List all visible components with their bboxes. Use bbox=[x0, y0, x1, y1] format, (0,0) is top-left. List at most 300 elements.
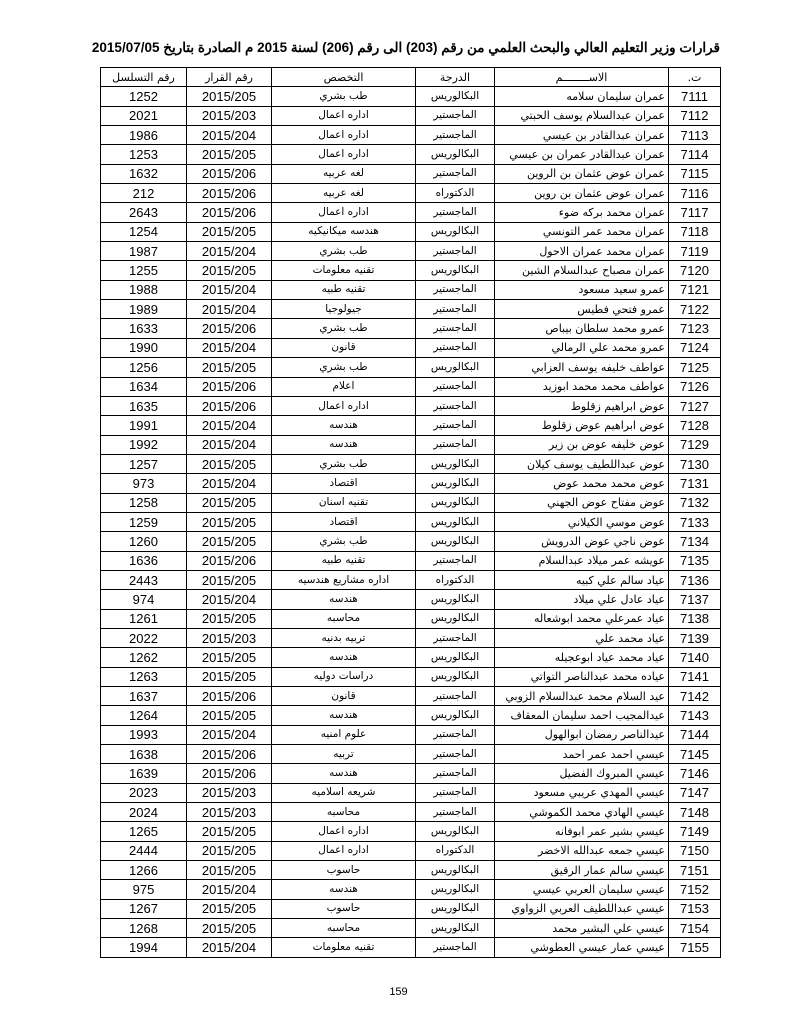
cell-specialty: لغه عربيه bbox=[272, 164, 416, 183]
cell-specialty: تقنيه طبيه bbox=[272, 280, 416, 299]
cell-degree: البكالوريس bbox=[416, 474, 495, 493]
cell-no: 7141 bbox=[669, 667, 721, 686]
cell-name: عوض خليفه عوض بن زير bbox=[495, 435, 669, 454]
cell-serial: 1636 bbox=[101, 551, 187, 570]
cell-decision: 2015/206 bbox=[187, 745, 272, 764]
page-number: 159 bbox=[389, 986, 408, 998]
cell-degree: الماجستير bbox=[416, 416, 495, 435]
table-row bbox=[101, 493, 721, 512]
cell-degree: البكالوريس bbox=[416, 261, 495, 280]
cell-specialty: اداره اعمال bbox=[272, 203, 416, 222]
cell-decision: 2015/204 bbox=[187, 338, 272, 357]
cell-degree: البكالوريس bbox=[416, 454, 495, 473]
cell-name: عمران عبدالسلام يوسف الحبتي bbox=[495, 106, 669, 125]
table-row bbox=[101, 899, 721, 918]
cell-decision: 2015/206 bbox=[187, 319, 272, 338]
cell-decision: 2015/205 bbox=[187, 222, 272, 241]
cell-degree: الماجستير bbox=[416, 725, 495, 744]
cell-decision: 2015/206 bbox=[187, 396, 272, 415]
cell-decision: 2015/206 bbox=[187, 687, 272, 706]
cell-decision: 2015/204 bbox=[187, 590, 272, 609]
table-row bbox=[101, 687, 721, 706]
cell-no: 7139 bbox=[669, 628, 721, 647]
cell-decision: 2015/204 bbox=[187, 416, 272, 435]
table-row bbox=[101, 242, 721, 261]
cell-specialty: اداره اعمال bbox=[272, 822, 416, 841]
cell-serial: 1263 bbox=[101, 667, 187, 686]
cell-name: عمرو محمد علي الرمالي bbox=[495, 338, 669, 357]
cell-degree: البكالوريس bbox=[416, 899, 495, 918]
cell-name: عوض محمد محمد عوض bbox=[495, 474, 669, 493]
cell-specialty: هندسه bbox=[272, 880, 416, 899]
table-row bbox=[101, 764, 721, 783]
cell-name: عيسي عمار عيسي العطوشي bbox=[495, 938, 669, 957]
cell-no: 7131 bbox=[669, 474, 721, 493]
cell-name: عيسي المهدي عريبي مسعود bbox=[495, 783, 669, 802]
cell-name: عيسي بشير عمر ابوفانه bbox=[495, 822, 669, 841]
cell-specialty: طب بشري bbox=[272, 454, 416, 473]
cell-specialty: حاسوب bbox=[272, 899, 416, 918]
cell-no: 7113 bbox=[669, 126, 721, 145]
cell-degree: البكالوريس bbox=[416, 493, 495, 512]
table-row bbox=[101, 106, 721, 125]
cell-serial: 975 bbox=[101, 880, 187, 899]
table-row bbox=[101, 184, 721, 203]
cell-name: عيسي المبروك الفضيل bbox=[495, 764, 669, 783]
cell-name: عيسي جمعه عبدالله الاخضر bbox=[495, 841, 669, 860]
cell-serial: 2023 bbox=[101, 783, 187, 802]
cell-decision: 2015/204 bbox=[187, 725, 272, 744]
cell-no: 7136 bbox=[669, 570, 721, 589]
cell-degree: البكالوريس bbox=[416, 532, 495, 551]
decisions-table bbox=[100, 67, 721, 958]
cell-specialty: اداره اعمال bbox=[272, 841, 416, 860]
cell-decision: 2015/204 bbox=[187, 435, 272, 454]
cell-no: 7120 bbox=[669, 261, 721, 280]
cell-name: عمرو محمد سلطان بيباص bbox=[495, 319, 669, 338]
cell-no: 7150 bbox=[669, 841, 721, 860]
table-row bbox=[101, 861, 721, 880]
cell-specialty: هندسه bbox=[272, 706, 416, 725]
table-row bbox=[101, 474, 721, 493]
table-row bbox=[101, 454, 721, 473]
cell-degree: البكالوريس bbox=[416, 667, 495, 686]
table-row bbox=[101, 725, 721, 744]
cell-degree: الماجستير bbox=[416, 764, 495, 783]
cell-name: عياد عمرعلي محمد ابوشعاله bbox=[495, 609, 669, 628]
cell-name: عيسي عبداللطيف العربي الزواوي bbox=[495, 899, 669, 918]
cell-name: عوض عبداللطيف يوسف كيلان bbox=[495, 454, 669, 473]
cell-degree: البكالوريس bbox=[416, 358, 495, 377]
cell-name: عواطف محمد محمد ابوزيد bbox=[495, 377, 669, 396]
cell-name: عمران سليمان سلامه bbox=[495, 87, 669, 106]
cell-no: 7124 bbox=[669, 338, 721, 357]
cell-name: عيد السلام محمد عبدالسلام الزوبي bbox=[495, 687, 669, 706]
cell-specialty: حاسوب bbox=[272, 861, 416, 880]
cell-specialty: تقنيه معلومات bbox=[272, 261, 416, 280]
cell-specialty: تربيه bbox=[272, 745, 416, 764]
cell-no: 7144 bbox=[669, 725, 721, 744]
cell-no: 7146 bbox=[669, 764, 721, 783]
table-row bbox=[101, 396, 721, 415]
cell-serial: 1264 bbox=[101, 706, 187, 725]
cell-decision: 2015/205 bbox=[187, 358, 272, 377]
cell-no: 7148 bbox=[669, 803, 721, 822]
cell-name: عمرو سعيد مسعود bbox=[495, 280, 669, 299]
cell-serial: 1635 bbox=[101, 396, 187, 415]
cell-specialty: اعلام bbox=[272, 377, 416, 396]
cell-decision: 2015/206 bbox=[187, 203, 272, 222]
cell-decision: 2015/203 bbox=[187, 803, 272, 822]
cell-decision: 2015/205 bbox=[187, 822, 272, 841]
cell-degree: البكالوريس bbox=[416, 87, 495, 106]
cell-degree: البكالوريس bbox=[416, 145, 495, 164]
cell-no: 7137 bbox=[669, 590, 721, 609]
cell-no: 7133 bbox=[669, 512, 721, 531]
cell-degree: البكالوريس bbox=[416, 590, 495, 609]
cell-serial: 1253 bbox=[101, 145, 187, 164]
cell-decision: 2015/205 bbox=[187, 87, 272, 106]
cell-decision: 2015/206 bbox=[187, 377, 272, 396]
cell-no: 7154 bbox=[669, 919, 721, 938]
cell-decision: 2015/205 bbox=[187, 648, 272, 667]
cell-serial: 1992 bbox=[101, 435, 187, 454]
cell-degree: البكالوريس bbox=[416, 880, 495, 899]
cell-serial: 2444 bbox=[101, 841, 187, 860]
cell-degree: الماجستير bbox=[416, 628, 495, 647]
cell-decision: 2015/206 bbox=[187, 164, 272, 183]
cell-no: 7111 bbox=[669, 87, 721, 106]
cell-serial: 1994 bbox=[101, 938, 187, 957]
cell-serial: 1988 bbox=[101, 280, 187, 299]
cell-serial: 1257 bbox=[101, 454, 187, 473]
cell-specialty: محاسبه bbox=[272, 803, 416, 822]
cell-specialty: هندسه bbox=[272, 648, 416, 667]
cell-no: 7149 bbox=[669, 822, 721, 841]
table-row bbox=[101, 164, 721, 183]
cell-serial: 973 bbox=[101, 474, 187, 493]
table-row bbox=[101, 609, 721, 628]
cell-serial: 1261 bbox=[101, 609, 187, 628]
cell-degree: الدكتوراه bbox=[416, 570, 495, 589]
cell-specialty: هندسه bbox=[272, 416, 416, 435]
cell-name: عيسي علي البشير محمد bbox=[495, 919, 669, 938]
cell-specialty: هندسه bbox=[272, 590, 416, 609]
cell-no: 7152 bbox=[669, 880, 721, 899]
table-row bbox=[101, 919, 721, 938]
cell-no: 7134 bbox=[669, 532, 721, 551]
cell-specialty: اداره اعمال bbox=[272, 126, 416, 145]
cell-name: عمران عوض عثمان بن الروين bbox=[495, 164, 669, 183]
table-row bbox=[101, 338, 721, 357]
cell-no: 7117 bbox=[669, 203, 721, 222]
cell-no: 7128 bbox=[669, 416, 721, 435]
cell-specialty: علوم امنيه bbox=[272, 725, 416, 744]
cell-name: عياد سالم علي كبيه bbox=[495, 570, 669, 589]
cell-degree: الماجستير bbox=[416, 377, 495, 396]
cell-specialty: طب بشري bbox=[272, 242, 416, 261]
cell-name: عوض مفتاح عوض الجهني bbox=[495, 493, 669, 512]
cell-no: 7115 bbox=[669, 164, 721, 183]
table-row bbox=[101, 880, 721, 899]
cell-specialty: هندسه ميكانيكيه bbox=[272, 222, 416, 241]
cell-degree: الماجستير bbox=[416, 280, 495, 299]
table-row bbox=[101, 416, 721, 435]
cell-specialty: قانون bbox=[272, 687, 416, 706]
cell-no: 7142 bbox=[669, 687, 721, 706]
cell-name: عوض ناجي عوض الدرويش bbox=[495, 532, 669, 551]
cell-decision: 2015/206 bbox=[187, 764, 272, 783]
cell-degree: الدكتوراه bbox=[416, 184, 495, 203]
cell-degree: الماجستير bbox=[416, 106, 495, 125]
cell-name: عمران عبدالقادر عمران بن عيسي bbox=[495, 145, 669, 164]
cell-no: 7155 bbox=[669, 938, 721, 957]
cell-specialty: اداره اعمال bbox=[272, 145, 416, 164]
cell-serial: 1993 bbox=[101, 725, 187, 744]
cell-decision: 2015/203 bbox=[187, 783, 272, 802]
table-row bbox=[101, 803, 721, 822]
cell-no: 7135 bbox=[669, 551, 721, 570]
cell-no: 7116 bbox=[669, 184, 721, 203]
cell-decision: 2015/205 bbox=[187, 706, 272, 725]
cell-serial: 1266 bbox=[101, 861, 187, 880]
cell-name: عويشه عمر ميلاد عبدالسلام bbox=[495, 551, 669, 570]
cell-degree: البكالوريس bbox=[416, 919, 495, 938]
cell-specialty: اقتصاد bbox=[272, 512, 416, 531]
cell-degree: الدكتوراه bbox=[416, 841, 495, 860]
table-row bbox=[101, 667, 721, 686]
cell-degree: الماجستير bbox=[416, 803, 495, 822]
cell-name: عمران محمد بركه ضوء bbox=[495, 203, 669, 222]
header-row bbox=[101, 68, 721, 87]
cell-name: عيدالناصر رمضان ابوالهول bbox=[495, 725, 669, 744]
table-row bbox=[101, 280, 721, 299]
cell-serial: 974 bbox=[101, 590, 187, 609]
cell-name: عياده محمد عبدالناصر التواتي bbox=[495, 667, 669, 686]
cell-degree: الماجستير bbox=[416, 435, 495, 454]
cell-specialty: شريعه اسلاميه bbox=[272, 783, 416, 802]
cell-serial: 1989 bbox=[101, 300, 187, 319]
cell-serial: 1638 bbox=[101, 745, 187, 764]
cell-serial: 1256 bbox=[101, 358, 187, 377]
cell-decision: 2015/205 bbox=[187, 609, 272, 628]
cell-serial: 1986 bbox=[101, 126, 187, 145]
cell-decision: 2015/205 bbox=[187, 512, 272, 531]
cell-degree: البكالوريس bbox=[416, 822, 495, 841]
cell-no: 7153 bbox=[669, 899, 721, 918]
cell-degree: الماجستير bbox=[416, 745, 495, 764]
cell-specialty: محاسبه bbox=[272, 609, 416, 628]
table-row bbox=[101, 570, 721, 589]
cell-serial: 1254 bbox=[101, 222, 187, 241]
cell-decision: 2015/205 bbox=[187, 667, 272, 686]
cell-decision: 2015/205 bbox=[187, 919, 272, 938]
cell-name: عيسي سالم عمار الرقيق bbox=[495, 861, 669, 880]
table-row bbox=[101, 628, 721, 647]
cell-serial: 1639 bbox=[101, 764, 187, 783]
header-degree: الدرجة bbox=[416, 68, 495, 87]
table-row bbox=[101, 648, 721, 667]
cell-decision: 2015/204 bbox=[187, 880, 272, 899]
cell-serial: 1262 bbox=[101, 648, 187, 667]
table-row bbox=[101, 551, 721, 570]
cell-serial: 212 bbox=[101, 184, 187, 203]
cell-name: عمران محمد عمران الاحول bbox=[495, 242, 669, 261]
cell-decision: 2015/204 bbox=[187, 242, 272, 261]
cell-degree: البكالوريس bbox=[416, 706, 495, 725]
cell-decision: 2015/204 bbox=[187, 300, 272, 319]
cell-name: عيسي سليمان العربي عيسي bbox=[495, 880, 669, 899]
cell-serial: 1260 bbox=[101, 532, 187, 551]
cell-degree: الماجستير bbox=[416, 300, 495, 319]
cell-specialty: اداره اعمال bbox=[272, 106, 416, 125]
cell-specialty: طب بشري bbox=[272, 532, 416, 551]
table-row bbox=[101, 126, 721, 145]
table-row bbox=[101, 706, 721, 725]
document-title: قرارات وزير التعليم العالي والبحث العلمي من رقم (203) الى رقم (206) لسنة 2015 م الصادرة بتاريخ 2015/07/05 bbox=[91, 40, 720, 55]
cell-serial: 2022 bbox=[101, 628, 187, 647]
cell-decision: 2015/205 bbox=[187, 899, 272, 918]
cell-name: عمران مصباح عبدالسلام الشين bbox=[495, 261, 669, 280]
cell-decision: 2015/205 bbox=[187, 532, 272, 551]
header-no: ت. bbox=[669, 68, 721, 87]
cell-serial: 1268 bbox=[101, 919, 187, 938]
cell-specialty: هندسه bbox=[272, 435, 416, 454]
table-row bbox=[101, 938, 721, 957]
cell-degree: البكالوريس bbox=[416, 609, 495, 628]
cell-decision: 2015/205 bbox=[187, 861, 272, 880]
cell-degree: البكالوريس bbox=[416, 648, 495, 667]
cell-name: عمران محمد عمر التونسي bbox=[495, 222, 669, 241]
cell-name: عياد محمد عياد ابوعجيله bbox=[495, 648, 669, 667]
table-row bbox=[101, 783, 721, 802]
cell-degree: الماجستير bbox=[416, 783, 495, 802]
cell-serial: 2021 bbox=[101, 106, 187, 125]
cell-decision: 2015/205 bbox=[187, 145, 272, 164]
cell-serial: 1265 bbox=[101, 822, 187, 841]
cell-name: عوض موسي الكيلاني bbox=[495, 512, 669, 531]
cell-no: 7123 bbox=[669, 319, 721, 338]
cell-specialty: طب بشري bbox=[272, 358, 416, 377]
cell-decision: 2015/203 bbox=[187, 628, 272, 647]
cell-specialty: تربيه بدنيه bbox=[272, 628, 416, 647]
cell-specialty: تقنيه طبيه bbox=[272, 551, 416, 570]
table-row bbox=[101, 145, 721, 164]
cell-serial: 2443 bbox=[101, 570, 187, 589]
cell-serial: 1991 bbox=[101, 416, 187, 435]
cell-degree: الماجستير bbox=[416, 319, 495, 338]
cell-specialty: لغه عربيه bbox=[272, 184, 416, 203]
cell-decision: 2015/206 bbox=[187, 184, 272, 203]
cell-no: 7114 bbox=[669, 145, 721, 164]
cell-no: 7127 bbox=[669, 396, 721, 415]
table-row bbox=[101, 300, 721, 319]
cell-no: 7121 bbox=[669, 280, 721, 299]
cell-name: عيسي احمد عمر احمد bbox=[495, 745, 669, 764]
cell-degree: الماجستير bbox=[416, 551, 495, 570]
table-row bbox=[101, 222, 721, 241]
cell-degree: الماجستير bbox=[416, 126, 495, 145]
cell-specialty: طب بشري bbox=[272, 319, 416, 338]
cell-decision: 2015/205 bbox=[187, 570, 272, 589]
cell-decision: 2015/203 bbox=[187, 106, 272, 125]
cell-degree: الماجستير bbox=[416, 938, 495, 957]
cell-no: 7145 bbox=[669, 745, 721, 764]
cell-name: عياد عادل علي ميلاد bbox=[495, 590, 669, 609]
table-row bbox=[101, 822, 721, 841]
cell-no: 7138 bbox=[669, 609, 721, 628]
cell-specialty: طب بشري bbox=[272, 87, 416, 106]
cell-serial: 2643 bbox=[101, 203, 187, 222]
cell-no: 7140 bbox=[669, 648, 721, 667]
table-row bbox=[101, 435, 721, 454]
table-row bbox=[101, 745, 721, 764]
cell-degree: الماجستير bbox=[416, 203, 495, 222]
table-row bbox=[101, 590, 721, 609]
cell-no: 7129 bbox=[669, 435, 721, 454]
cell-name: عمران عبدالقادر بن عيسي bbox=[495, 126, 669, 145]
table-row bbox=[101, 841, 721, 860]
cell-serial: 1987 bbox=[101, 242, 187, 261]
cell-serial: 1259 bbox=[101, 512, 187, 531]
cell-specialty: محاسبه bbox=[272, 919, 416, 938]
cell-decision: 2015/204 bbox=[187, 280, 272, 299]
table-row bbox=[101, 261, 721, 280]
cell-name: عمران عوض عثمان بن روين bbox=[495, 184, 669, 203]
cell-decision: 2015/205 bbox=[187, 261, 272, 280]
cell-serial: 1990 bbox=[101, 338, 187, 357]
cell-degree: الماجستير bbox=[416, 164, 495, 183]
cell-no: 7147 bbox=[669, 783, 721, 802]
cell-name: عوض ابراهيم عوض زقلوط bbox=[495, 416, 669, 435]
cell-serial: 2024 bbox=[101, 803, 187, 822]
cell-specialty: اقتصاد bbox=[272, 474, 416, 493]
cell-specialty: تقنيه معلومات bbox=[272, 938, 416, 957]
cell-no: 7125 bbox=[669, 358, 721, 377]
cell-decision: 2015/204 bbox=[187, 474, 272, 493]
cell-no: 7118 bbox=[669, 222, 721, 241]
table-row bbox=[101, 358, 721, 377]
cell-decision: 2015/205 bbox=[187, 841, 272, 860]
cell-serial: 1633 bbox=[101, 319, 187, 338]
header-name: الاســــــــم bbox=[495, 68, 669, 87]
cell-serial: 1637 bbox=[101, 687, 187, 706]
cell-serial: 1267 bbox=[101, 899, 187, 918]
cell-degree: البكالوريس bbox=[416, 512, 495, 531]
cell-name: عيسي الهادي محمد الكموشي bbox=[495, 803, 669, 822]
cell-no: 7151 bbox=[669, 861, 721, 880]
table-row bbox=[101, 532, 721, 551]
cell-degree: الماجستير bbox=[416, 338, 495, 357]
header-serial: رقم التسلسل bbox=[101, 68, 187, 87]
cell-serial: 1255 bbox=[101, 261, 187, 280]
cell-decision: 2015/204 bbox=[187, 126, 272, 145]
cell-specialty: اداره اعمال bbox=[272, 396, 416, 415]
cell-name: عيدالمجيب احمد سليمان المعقاف bbox=[495, 706, 669, 725]
cell-serial: 1632 bbox=[101, 164, 187, 183]
cell-specialty: جيولوجيا bbox=[272, 300, 416, 319]
cell-name: عمرو فتحي فطيس bbox=[495, 300, 669, 319]
cell-no: 7122 bbox=[669, 300, 721, 319]
cell-degree: الماجستير bbox=[416, 242, 495, 261]
cell-decision: 2015/205 bbox=[187, 454, 272, 473]
cell-specialty: تقنيه اسنان bbox=[272, 493, 416, 512]
cell-specialty: قانون bbox=[272, 338, 416, 357]
cell-degree: الماجستير bbox=[416, 396, 495, 415]
cell-name: عياد محمد علي bbox=[495, 628, 669, 647]
cell-name: عوض ابراهيم زقلوط bbox=[495, 396, 669, 415]
cell-decision: 2015/205 bbox=[187, 493, 272, 512]
